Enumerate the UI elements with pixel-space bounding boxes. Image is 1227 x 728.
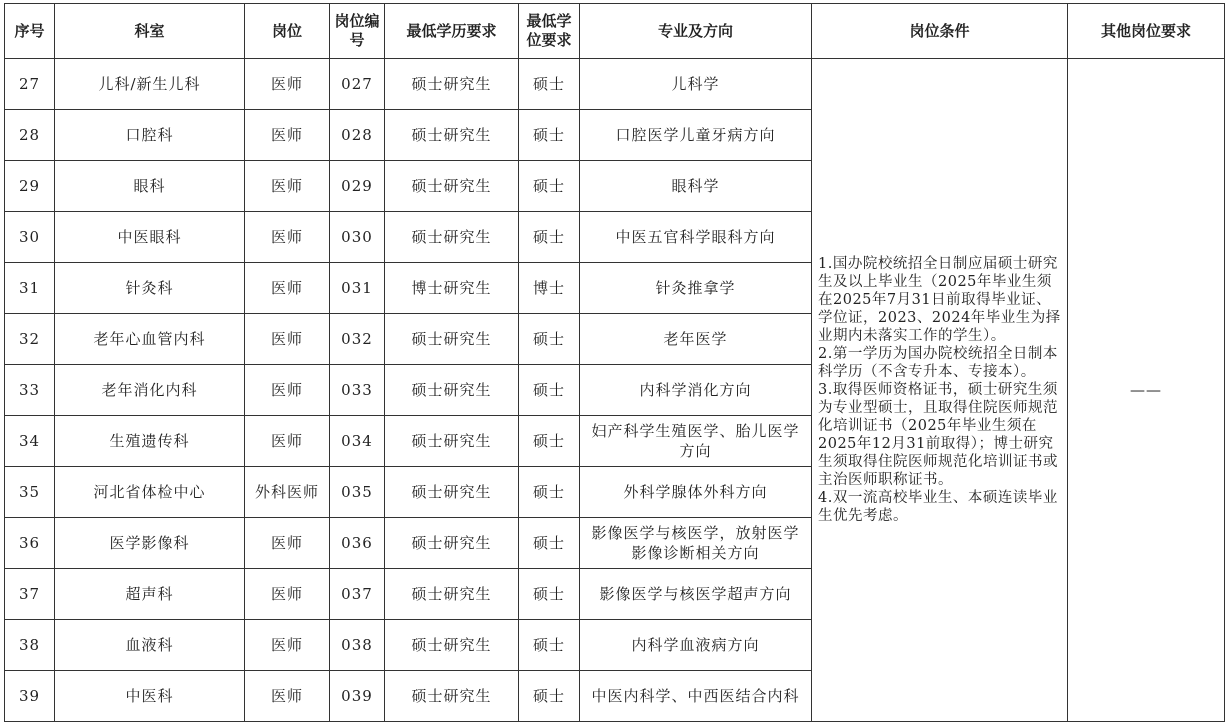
post-code-cell: 028 — [330, 110, 385, 161]
condition-item: 3.取得医师资格证书，硕士研究生须为专业型硕士，且取得住院医师规范化培训证书（2025年毕业生须在2025年12月31前取得）；博士研究生须取得住院医师规范化培训证书或主治医师职称证书。 — [818, 382, 1058, 488]
education-cell: 硕士研究生 — [385, 365, 519, 416]
other-requirements-cell: —— — [1068, 59, 1225, 722]
department-cell: 中医科 — [55, 671, 245, 722]
degree-cell: 硕士 — [519, 59, 580, 110]
degree-cell: 硕士 — [519, 620, 580, 671]
row-number-cell: 27 — [5, 59, 55, 110]
department-cell: 超声科 — [55, 569, 245, 620]
degree-cell: 博士 — [519, 263, 580, 314]
education-cell: 硕士研究生 — [385, 671, 519, 722]
header-other: 其他岗位要求 — [1068, 4, 1225, 59]
row-number-cell: 30 — [5, 212, 55, 263]
condition-item: 2.第一学历为国办院校统招全日制本科学历（不含专升本、专接本）。 — [818, 346, 1058, 380]
degree-cell: 硕士 — [519, 212, 580, 263]
post-cell: 医师 — [245, 416, 330, 467]
education-cell: 硕士研究生 — [385, 161, 519, 212]
degree-cell: 硕士 — [519, 110, 580, 161]
education-cell: 硕士研究生 — [385, 518, 519, 569]
post-code-cell: 027 — [330, 59, 385, 110]
major-cell: 内科学血液病方向 — [580, 620, 812, 671]
degree-cell: 硕士 — [519, 467, 580, 518]
header-conditions: 岗位条件 — [812, 4, 1068, 59]
major-cell: 儿科学 — [580, 59, 812, 110]
major-cell: 妇产科学生殖医学、胎儿医学方向 — [580, 416, 812, 467]
department-cell: 老年心血管内科 — [55, 314, 245, 365]
post-code-cell: 034 — [330, 416, 385, 467]
major-cell: 口腔医学儿童牙病方向 — [580, 110, 812, 161]
major-cell: 影像医学与核医学超声方向 — [580, 569, 812, 620]
row-number-cell: 39 — [5, 671, 55, 722]
department-cell: 眼科 — [55, 161, 245, 212]
row-number-cell: 32 — [5, 314, 55, 365]
post-code-cell: 036 — [330, 518, 385, 569]
education-cell: 博士研究生 — [385, 263, 519, 314]
row-number-cell: 31 — [5, 263, 55, 314]
condition-item: 4.双一流高校毕业生、本硕连读毕业生优先考虑。 — [818, 490, 1058, 524]
education-cell: 硕士研究生 — [385, 416, 519, 467]
major-cell: 针灸推拿学 — [580, 263, 812, 314]
post-cell: 医师 — [245, 59, 330, 110]
degree-cell: 硕士 — [519, 314, 580, 365]
post-cell: 医师 — [245, 314, 330, 365]
row-number-cell: 37 — [5, 569, 55, 620]
header-edu: 最低学历要求 — [385, 4, 519, 59]
table-row — [5, 59, 1225, 110]
department-cell: 医学影像科 — [55, 518, 245, 569]
education-cell: 硕士研究生 — [385, 59, 519, 110]
row-number-cell: 28 — [5, 110, 55, 161]
education-cell: 硕士研究生 — [385, 110, 519, 161]
post-cell: 医师 — [245, 620, 330, 671]
conditions-cell — [812, 59, 1068, 722]
post-code-cell: 030 — [330, 212, 385, 263]
row-number-cell: 33 — [5, 365, 55, 416]
post-cell: 医师 — [245, 518, 330, 569]
post-cell: 医师 — [245, 110, 330, 161]
department-cell: 中医眼科 — [55, 212, 245, 263]
header-major: 专业及方向 — [580, 4, 812, 59]
row-number-cell: 38 — [5, 620, 55, 671]
post-code-cell: 038 — [330, 620, 385, 671]
post-cell: 医师 — [245, 671, 330, 722]
post-code-cell: 035 — [330, 467, 385, 518]
education-cell: 硕士研究生 — [385, 569, 519, 620]
row-number-cell: 35 — [5, 467, 55, 518]
department-cell: 老年消化内科 — [55, 365, 245, 416]
major-cell: 中医五官科学眼科方向 — [580, 212, 812, 263]
major-cell: 内科学消化方向 — [580, 365, 812, 416]
education-cell: 硕士研究生 — [385, 467, 519, 518]
header-post: 岗位 — [245, 4, 330, 59]
degree-cell: 硕士 — [519, 569, 580, 620]
row-number-cell: 34 — [5, 416, 55, 467]
post-code-cell: 039 — [330, 671, 385, 722]
table-body — [5, 59, 1225, 722]
header-dept: 科室 — [55, 4, 245, 59]
major-cell: 影像医学与核医学，放射医学影像诊断相关方向 — [580, 518, 812, 569]
major-cell: 外科学腺体外科方向 — [580, 467, 812, 518]
department-cell: 口腔科 — [55, 110, 245, 161]
degree-cell: 硕士 — [519, 161, 580, 212]
post-code-cell: 037 — [330, 569, 385, 620]
header-no: 序号 — [5, 4, 55, 59]
post-cell: 医师 — [245, 161, 330, 212]
header-degree: 最低学位要求 — [519, 4, 580, 59]
degree-cell: 硕士 — [519, 671, 580, 722]
education-cell: 硕士研究生 — [385, 314, 519, 365]
post-code-cell: 031 — [330, 263, 385, 314]
major-cell: 老年医学 — [580, 314, 812, 365]
degree-cell: 硕士 — [519, 518, 580, 569]
department-cell: 针灸科 — [55, 263, 245, 314]
education-cell: 硕士研究生 — [385, 212, 519, 263]
post-code-cell: 032 — [330, 314, 385, 365]
degree-cell: 硕士 — [519, 416, 580, 467]
department-cell: 血液科 — [55, 620, 245, 671]
condition-item: 1.国办院校统招全日制应届硕士研究生及以上毕业生（2025年毕业生须在2025年7月31日前取得毕业证、学位证，2023、2024年毕业生为择业期内未落实工作的学生）。 — [818, 256, 1061, 344]
post-cell: 医师 — [245, 569, 330, 620]
department-cell: 儿科/新生儿科 — [55, 59, 245, 110]
post-code-cell: 029 — [330, 161, 385, 212]
major-cell: 眼科学 — [580, 161, 812, 212]
education-cell: 硕士研究生 — [385, 620, 519, 671]
major-cell: 中医内科学、中西医结合内科 — [580, 671, 812, 722]
header-code: 岗位编号 — [330, 4, 385, 59]
department-cell: 生殖遗传科 — [55, 416, 245, 467]
department-cell: 河北省体检中心 — [55, 467, 245, 518]
degree-cell: 硕士 — [519, 365, 580, 416]
header-row — [5, 4, 1225, 59]
post-cell: 医师 — [245, 212, 330, 263]
row-number-cell: 29 — [5, 161, 55, 212]
post-cell: 医师 — [245, 263, 330, 314]
post-cell: 外科医师 — [245, 467, 330, 518]
post-code-cell: 033 — [330, 365, 385, 416]
recruitment-table — [4, 3, 1225, 722]
row-number-cell: 36 — [5, 518, 55, 569]
post-cell: 医师 — [245, 365, 330, 416]
